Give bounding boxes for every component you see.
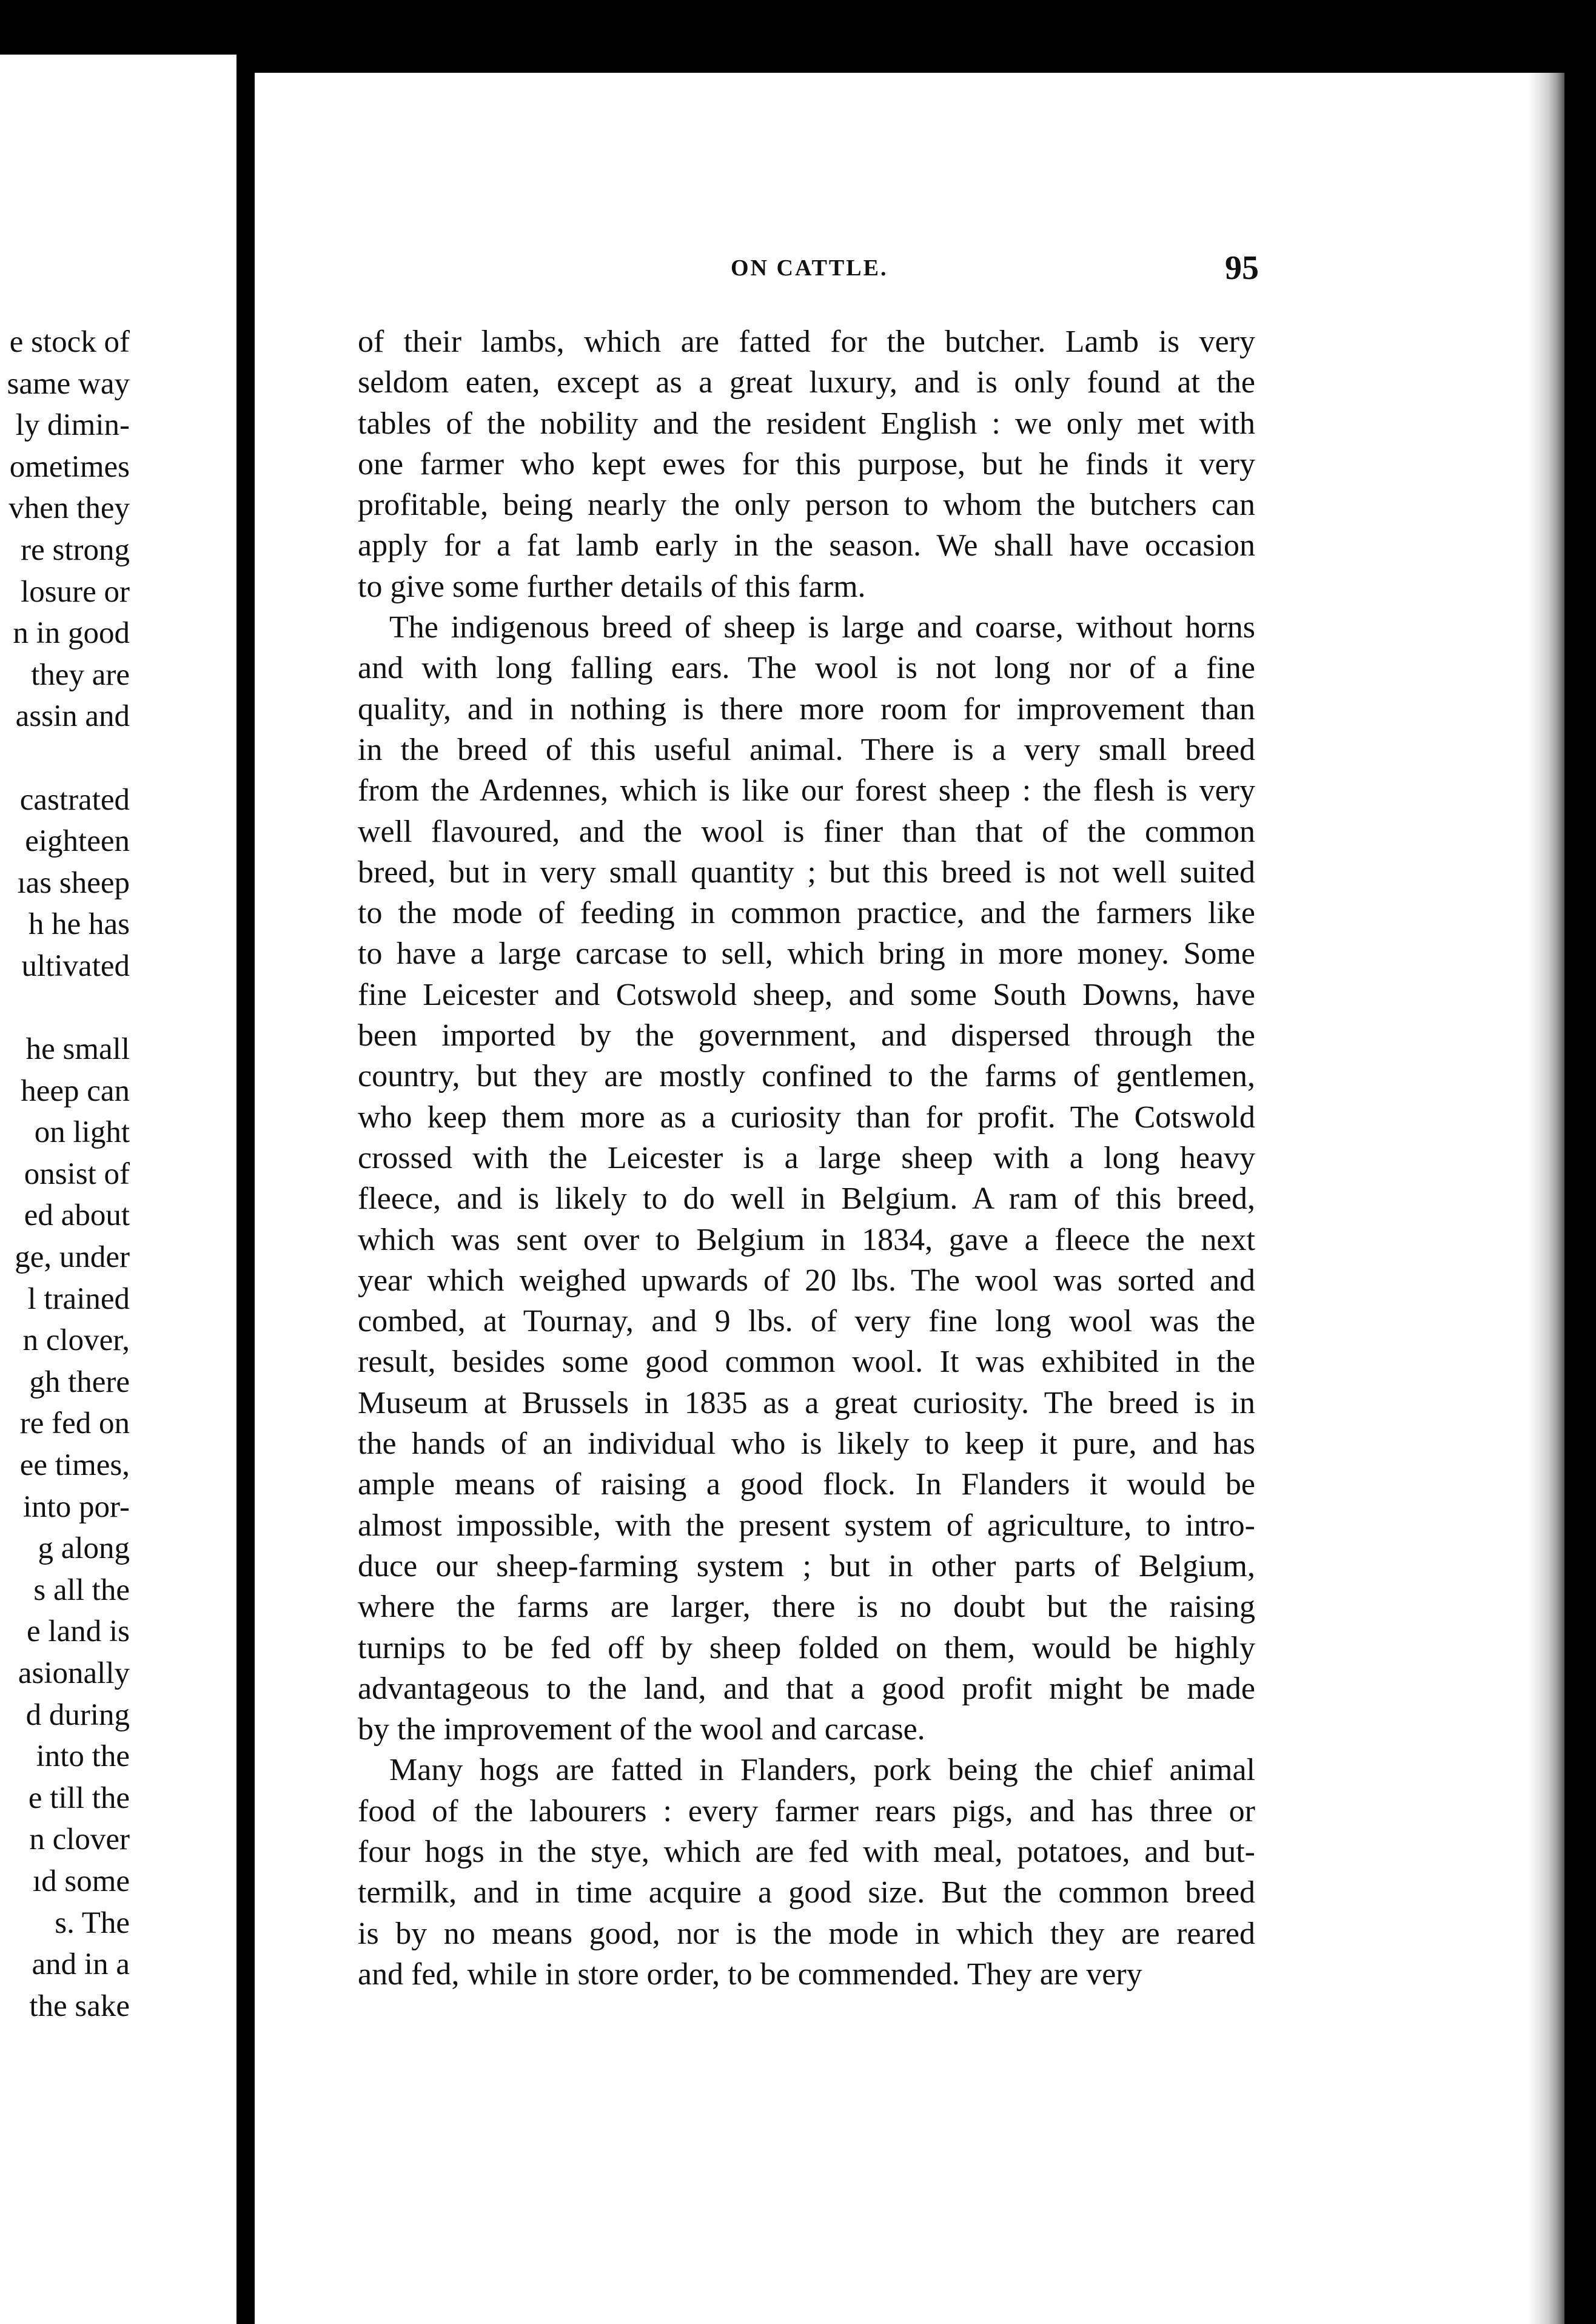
text-line: fleece, and is likely to do well in Belgium. A ram of this breed, (358, 1181, 1255, 1217)
left-fragment-line: castrated (19, 782, 130, 817)
left-fragment-line: re strong (21, 532, 130, 567)
text-line: year which weighed upwards of 20 lbs. The wool was sorted and (358, 1263, 1255, 1298)
left-fragment-line: l trained (27, 1281, 130, 1316)
left-fragment-line: eighteen (25, 824, 130, 859)
left-fragment-line: same way (7, 366, 130, 401)
paragraph (358, 607, 1255, 1750)
left-fragment-line: d during (25, 1698, 130, 1732)
text-line: seldom eaten, except as a great luxury, and is only found at the (358, 365, 1255, 400)
text-line: turnips to be fed off by sheep folded on them, would be highly (358, 1630, 1255, 1665)
text-line: to give some further details of this farm. (358, 569, 866, 604)
left-fragment-line: re fed on (19, 1406, 130, 1441)
text-line: been imported by the government, and dispersed through the (358, 1018, 1255, 1053)
text-line: to have a large carcase to sell, which bring in more money. Some (358, 936, 1255, 972)
left-fragment-line: ee times, (19, 1448, 130, 1483)
text-line: by the improvement of the wool and carcase. (358, 1712, 925, 1747)
text-line: crossed with the Leicester is a large sheep with a long heavy (358, 1140, 1255, 1175)
left-fragment-line: e stock of (9, 325, 130, 359)
paragraph (358, 321, 1255, 607)
left-fragment-line: ed about (24, 1198, 130, 1233)
text-line: almost impossible, with the present system of agriculture, to intro- (358, 1508, 1255, 1543)
text-line: the hands of an individual who is likely to keep it pure, and has (358, 1426, 1255, 1462)
left-fragment-line: ge, under (15, 1240, 130, 1275)
text-line: apply for a fat lamb early in the season. We shall have occasion (358, 528, 1255, 563)
text-line: to the mode of feeding in common practice, and the farmers like (358, 896, 1255, 931)
left-fragment-line: they are (31, 657, 130, 692)
text-line: and fed, while in store order, to be commended. They are very (358, 1956, 1142, 1992)
left-fragment-line: and in a (32, 1947, 130, 1982)
left-fragment-line: on light (34, 1115, 130, 1150)
left-fragment-line: onsist of (24, 1157, 130, 1191)
left-fragment-line: ometimes (9, 449, 130, 484)
text-line: of their lambs, which are fatted for the butcher. Lamb is very (358, 324, 1255, 359)
text-line: result, besides some good common wool. It was exhibited in the (358, 1345, 1255, 1380)
left-fragment-line: into the (36, 1739, 130, 1774)
text-line: ample means of raising a good flock. In Flanders it would be (358, 1467, 1255, 1502)
text-line: fine Leicester and Cotswold sheep, and some South Downs, have (358, 977, 1255, 1012)
left-fragment-line (0, 987, 236, 1029)
left-fragment-line: g along (38, 1531, 130, 1566)
left-fragment-line: asionally (18, 1656, 130, 1690)
page-number: 95 (1225, 249, 1259, 287)
text-line: food of the labourers : every farmer rears pigs, and has three or (358, 1793, 1255, 1829)
text-line: from the Ardennes, which is like our forest sheep : the flesh is very (358, 773, 1255, 808)
left-fragment-line: the sake (29, 1989, 130, 2023)
text-line: in the breed of this useful animal. There is a very small breed (358, 732, 1255, 767)
text-line: who keep them more as a curiosity than for profit. The Cotswold (358, 1100, 1255, 1135)
page-edge-shadow (1528, 73, 1564, 2324)
text-line: duce our sheep-farming system ; but in other parts of Belgium, (358, 1548, 1255, 1583)
left-fragment-line: assin and (15, 699, 130, 734)
left-fragment-line: gh there (29, 1365, 130, 1399)
left-fragment-line: h he has (28, 907, 130, 942)
text-line: country, but they are mostly confined to the farms of gentlemen, (358, 1059, 1255, 1094)
left-fragment-line: into por- (22, 1489, 130, 1524)
left-fragment-line: ly dimin- (15, 408, 130, 443)
left-fragment-line: s. The (55, 1906, 130, 1940)
left-fragment-line (0, 737, 236, 779)
text-line: breed, but in very small quantity ; but this breed is not well suited (358, 855, 1255, 890)
running-head (0, 249, 1596, 297)
paragraph (358, 1750, 1255, 1995)
text-line: termilk, and in time acquire a good size. But the common breed (358, 1875, 1255, 1910)
left-fragment-line: heep can (21, 1073, 130, 1108)
text-line: The indigenous breed of sheep is large and coarse, without horns (389, 610, 1255, 645)
text-line: well flavoured, and the wool is finer than that of the common (358, 814, 1255, 849)
text-line: is by no means good, nor is the mode in which they are reared (358, 1916, 1255, 1951)
text-line: Many hogs are fatted in Flanders, pork being the chief animal (389, 1753, 1255, 1788)
left-fragment-line: he small (25, 1032, 130, 1067)
left-fragment-line: e land is (27, 1614, 130, 1649)
left-fragment-line: s all the (33, 1573, 130, 1607)
text-line: combed, at Tournay, and 9 lbs. of very fine long wool was the (358, 1304, 1255, 1339)
text-line: where the farms are larger, there is no doubt but the raising (358, 1590, 1255, 1625)
text-line: quality, and in nothing is there more room for improvement than (358, 691, 1255, 727)
left-fragment-line: n in good (13, 616, 130, 651)
left-fragment-line: e till the (28, 1781, 130, 1815)
text-line: tables of the nobility and the resident English : we only met with (358, 406, 1255, 441)
text-line: Museum at Brussels in 1835 as a great curiosity. The breed is in (358, 1385, 1255, 1420)
left-fragment-line: ultivated (21, 949, 130, 983)
left-fragment-line: n clover (29, 1822, 130, 1857)
text-line: which was sent over to Belgium in 1834, gave a fleece the next (358, 1222, 1255, 1257)
running-title: ON CATTLE. (731, 255, 888, 281)
text-line: one farmer who kept ewes for this purpose, but he finds it very (358, 446, 1255, 482)
left-fragment-line: n clover, (22, 1323, 130, 1358)
left-fragment-line: ıd some (32, 1864, 130, 1898)
left-fragment-line: ıas sheep (17, 865, 130, 900)
text-line: four hogs in the stye, which are fed with meal, potatoes, and but- (358, 1834, 1255, 1869)
text-line: and with long falling ears. The wool is not long nor of a fine (358, 651, 1255, 686)
left-page-text-fragment (0, 321, 236, 2027)
text-line: profitable, being nearly the only person to whom the butchers can (358, 488, 1255, 523)
left-fragment-line: losure or (21, 574, 130, 609)
text-line: advantageous to the land, and that a good profit might be made (358, 1671, 1255, 1706)
body-text (358, 321, 1255, 1995)
left-fragment-line: vhen they (8, 491, 130, 526)
